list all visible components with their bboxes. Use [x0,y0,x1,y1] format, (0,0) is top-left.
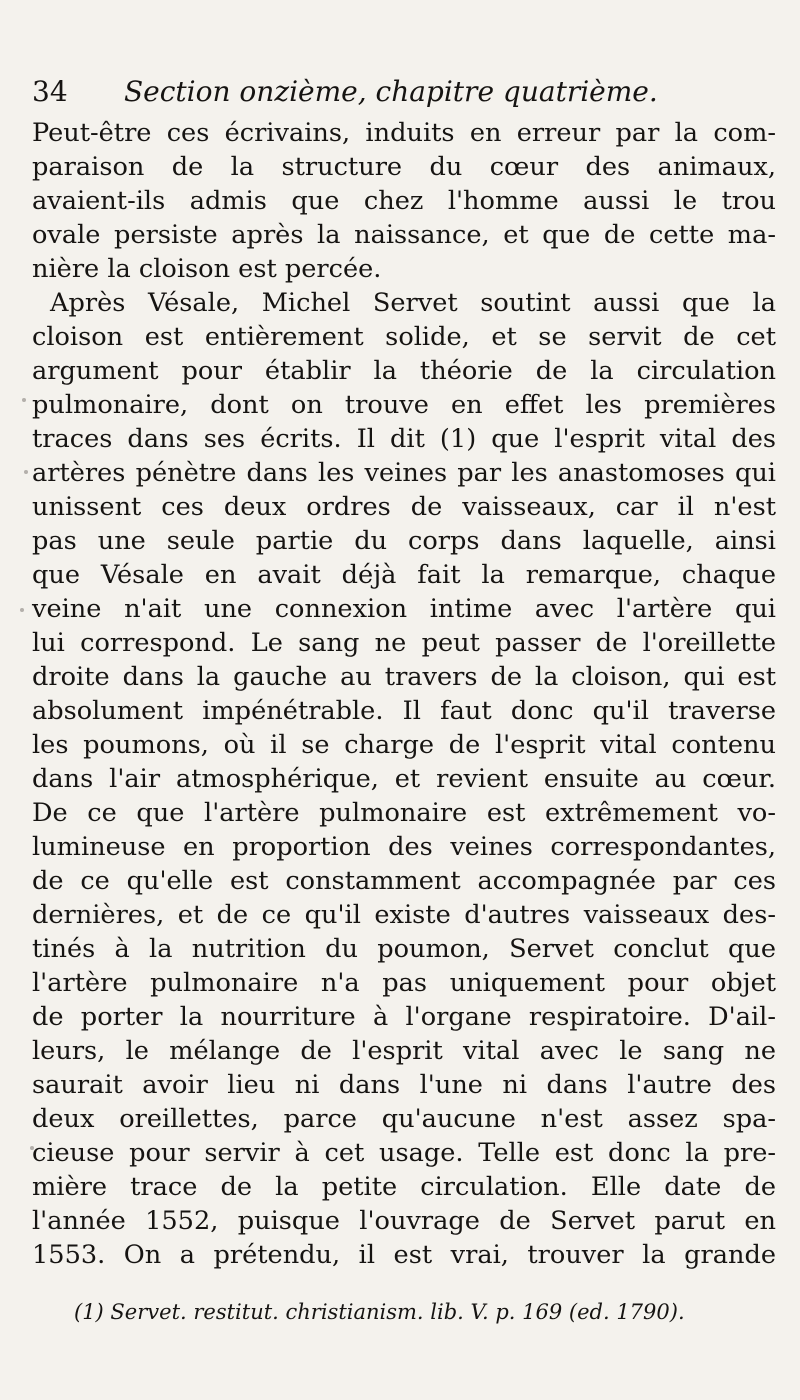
text-line: dernières, et de ce qu'il existe d'autres vaisseaux des- [32,900,776,930]
text-line: l'année 1552, puisque l'ouvrage de Servet parut en [32,1206,776,1236]
text-line: les poumons, où il se charge de l'esprit vital contenu [32,730,776,760]
text-line: absolument impénétrable. Il faut donc qu'il traverse [32,696,776,726]
paper-speck [22,398,26,402]
text-line: lui correspond. Le sang ne peut passer de l'oreillette [32,628,776,658]
text-line: veine n'ait une connexion intime avec l'artère qui [32,594,776,624]
text-line: tinés à la nutrition du poumon, Servet conclut que [32,934,776,964]
text-line: deux oreillettes, parce qu'aucune n'est assez spa- [32,1104,776,1134]
text-line: cieuse pour servir à cet usage. Telle est donc la pre- [32,1138,776,1168]
text-line: leurs, le mélange de l'esprit vital avec le sang ne [32,1036,776,1066]
text-line: de ce qu'elle est constamment accompagnée par ces [32,866,776,896]
text-line: argument pour établir la théorie de la circulation [32,356,776,386]
paper-speck [20,608,24,612]
text-line: avaient-ils admis que chez l'homme aussi le trou [32,186,776,216]
paper-speck [24,470,28,474]
text-line: cloison est entièrement solide, et se servit de cet [32,322,776,352]
text-line: unissent ces deux ordres de vaisseaux, car il n'est [32,492,776,522]
text-line: ovale persiste après la naissance, et que de cette ma- [32,220,776,250]
text-line: dans l'air atmosphérique, et revient ensuite au cœur. [32,764,776,794]
text-line: pas une seule partie du corps dans laquelle, ainsi [32,526,776,556]
running-title: Section onzième, chapitre quatrième. [124,75,658,108]
text-line: nière la cloison est percée. [32,254,382,284]
text-line: de porter la nourriture à l'organe respiratoire. D'ail- [32,1002,776,1032]
text-line: l'artère pulmonaire n'a pas uniquement pour objet [32,968,776,998]
text-line: Peut-être ces écrivains, induits en erreur par la com- [32,118,776,148]
text-line: que Vésale en avait déjà fait la remarque, chaque [32,560,776,590]
text-line: De ce que l'artère pulmonaire est extrêmement vo- [32,798,776,828]
paper-speck [30,1146,34,1150]
footnote: (1) Servet. restitut. christianism. lib. V. p. 169 (ed. 1790). [74,1300,685,1324]
page-header [32,72,772,112]
text-line: artères pénètre dans les veines par les anastomoses qui [32,458,776,488]
text-line: pulmonaire, dont on trouve en effet les premières [32,390,776,420]
body-text [32,116,776,1272]
page-number: 34 [32,75,68,108]
text-line: mière trace de la petite circulation. Elle date de [32,1172,776,1202]
text-line: droite dans la gauche au travers de la cloison, qui est [32,662,776,692]
text-line: 1553. On a prétendu, il est vrai, trouver la grande [32,1240,776,1270]
text-line: paraison de la structure du cœur des animaux, [32,152,776,182]
text-line: traces dans ses écrits. Il dit (1) que l'esprit vital des [32,424,776,454]
text-line: Après Vésale, Michel Servet soutint aussi que la [50,288,776,318]
text-line: saurait avoir lieu ni dans l'une ni dans l'autre des [32,1070,776,1100]
text-line: lumineuse en proportion des veines correspondantes, [32,832,776,862]
